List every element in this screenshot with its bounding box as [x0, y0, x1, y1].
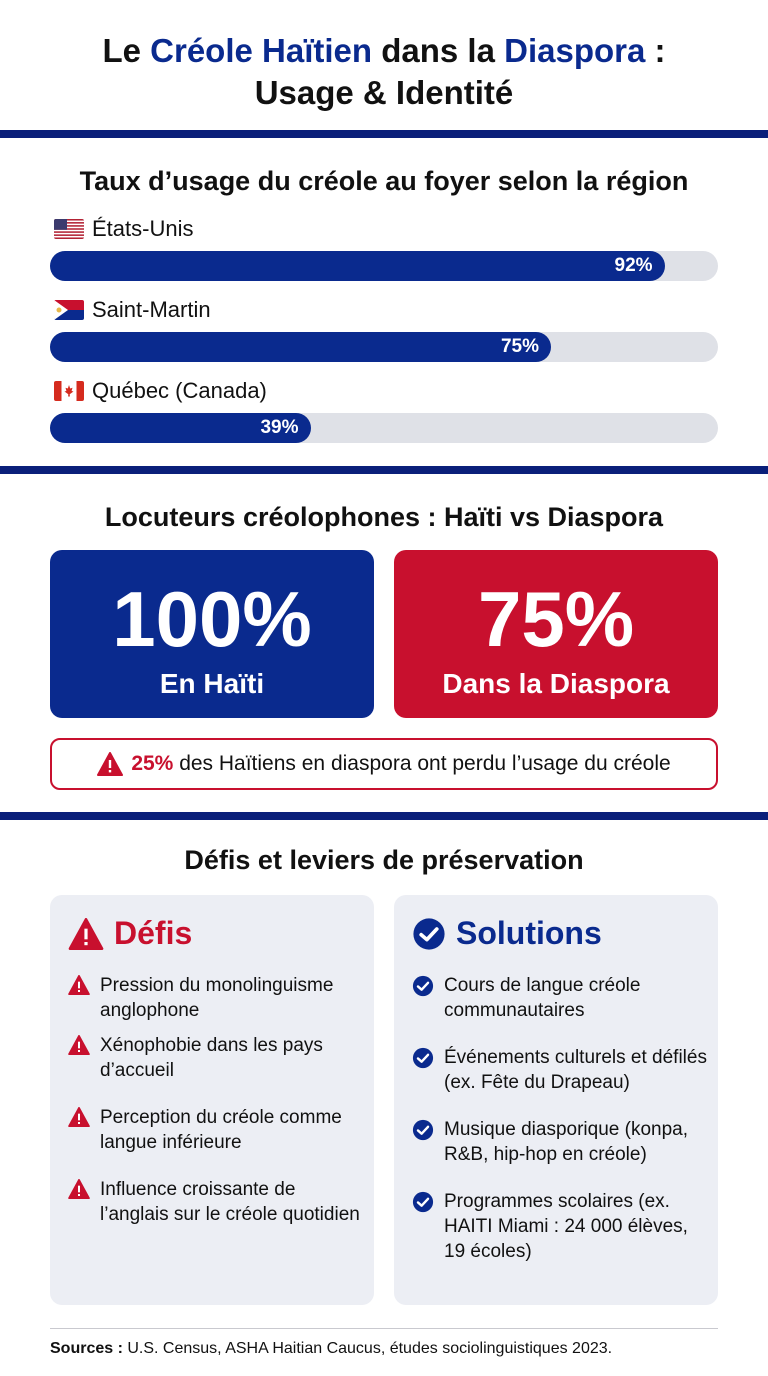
- bar-track: [50, 413, 718, 443]
- preservation-title: Défis et leviers de préservation: [184, 845, 584, 875]
- challenge-item: [68, 1177, 364, 1227]
- diaspora-stat-label: Dans la Diaspora: [442, 668, 670, 699]
- title-mid: dans la: [372, 32, 505, 69]
- usa-flag-icon: [54, 219, 84, 239]
- check-circle-icon: [412, 973, 434, 1004]
- solutions-title: Solutions: [456, 915, 602, 951]
- bar: [50, 413, 311, 443]
- bar-category-label: [54, 297, 211, 323]
- warning-triangle-icon: [68, 973, 90, 1002]
- loss-warning: [50, 738, 718, 790]
- challenges-panel: [50, 895, 374, 1305]
- bar-category-text: Québec (Canada): [92, 378, 267, 403]
- solutions-panel: [394, 895, 718, 1305]
- check-circle-icon: [412, 1045, 434, 1076]
- bar: [50, 332, 551, 362]
- sources: [50, 1340, 612, 1358]
- title-line-2: Usage & Identité: [254, 74, 514, 111]
- sources-divider: [50, 1328, 718, 1329]
- warning-triangle-icon: [68, 1033, 90, 1062]
- challenge-list: [68, 973, 364, 1227]
- title-pre: Le: [102, 32, 151, 69]
- solution-item: [412, 1117, 708, 1167]
- warning-triangle-icon: [97, 752, 123, 776]
- challenge-text: Pression du monolinguisme anglophone: [100, 975, 334, 1021]
- title-highlight-diaspora: Diaspora: [504, 32, 646, 69]
- speakers-title: Locuteurs créolophones : Haïti vs Diaspora: [104, 502, 664, 532]
- warning-triangle-icon: [68, 1177, 90, 1206]
- solution-item: [412, 1045, 708, 1095]
- sources-text: U.S. Census, ASHA Haitian Caucus, études sociolinguistiques 2023.: [122, 1340, 613, 1357]
- diaspora-stat-value: 75%: [477, 575, 635, 663]
- warning-text: des Haïtiens en diaspora ont perdu l’usage du créole: [179, 752, 671, 775]
- sources-label: Sources :: [50, 1340, 123, 1357]
- haiti-stat-value: 100%: [112, 575, 312, 663]
- solution-item: [412, 973, 708, 1023]
- divider: [0, 130, 768, 138]
- solution-text: Événements culturels et défilés (ex. Fête du Drapeau): [444, 1047, 707, 1093]
- title-post: :: [645, 32, 666, 69]
- haiti-stat-label: En Haïti: [159, 668, 265, 699]
- warning-triangle-icon: [68, 918, 104, 950]
- challenge-item: [68, 973, 364, 1023]
- solution-text: Programmes scolaires (ex. HAITI Miami : 24 000 élèves, 19 écoles): [444, 1191, 688, 1262]
- bar-category-text: Saint-Martin: [92, 297, 211, 322]
- check-circle-icon: [412, 1117, 434, 1148]
- solution-list: [412, 973, 708, 1264]
- bar-track: [50, 251, 718, 281]
- diaspora-stat-card: [394, 550, 718, 718]
- divider: [0, 466, 768, 474]
- page-title: [0, 30, 768, 114]
- bar-category-label: [54, 216, 193, 242]
- bar-value-label: 75%: [500, 336, 539, 357]
- check-circle-icon: [412, 917, 446, 951]
- challenge-text: Perception du créole comme langue inférieure: [100, 1107, 342, 1153]
- challenge-text: Xénophobie dans les pays d’accueil: [100, 1035, 323, 1081]
- challenges-heading: [68, 915, 192, 952]
- solution-item: [412, 1189, 708, 1264]
- sint-maarten-flag-icon: [54, 300, 84, 320]
- challenge-text: Influence croissante de l’anglais sur le créole quotidien: [100, 1179, 360, 1225]
- title-line-1: [0, 30, 768, 72]
- canada-flag-icon: [54, 381, 84, 401]
- bar-value-label: 39%: [260, 417, 299, 438]
- haiti-stat-card: [50, 550, 374, 718]
- bar-category-label: [54, 378, 267, 404]
- challenges-title: Défis: [114, 915, 193, 951]
- solutions-heading: [412, 915, 602, 952]
- bar: [50, 251, 665, 281]
- title-highlight-creole: Créole Haïtien: [150, 32, 373, 69]
- solution-text: Cours de langue créole communautaires: [444, 975, 641, 1021]
- challenge-item: [68, 1105, 364, 1155]
- bar-track: [50, 332, 718, 362]
- check-circle-icon: [412, 1189, 434, 1220]
- bar-category-text: États-Unis: [92, 216, 194, 241]
- warning-triangle-icon: [68, 1105, 90, 1134]
- bar-value-label: 92%: [614, 255, 653, 276]
- chart-title: Taux d’usage du créole au foyer selon la région: [79, 166, 689, 196]
- challenge-item: [68, 1033, 364, 1083]
- solution-text: Musique diasporique (konpa, R&B, hip-hop en créole): [444, 1119, 688, 1165]
- warning-pct: 25%: [131, 752, 174, 775]
- divider: [0, 812, 768, 820]
